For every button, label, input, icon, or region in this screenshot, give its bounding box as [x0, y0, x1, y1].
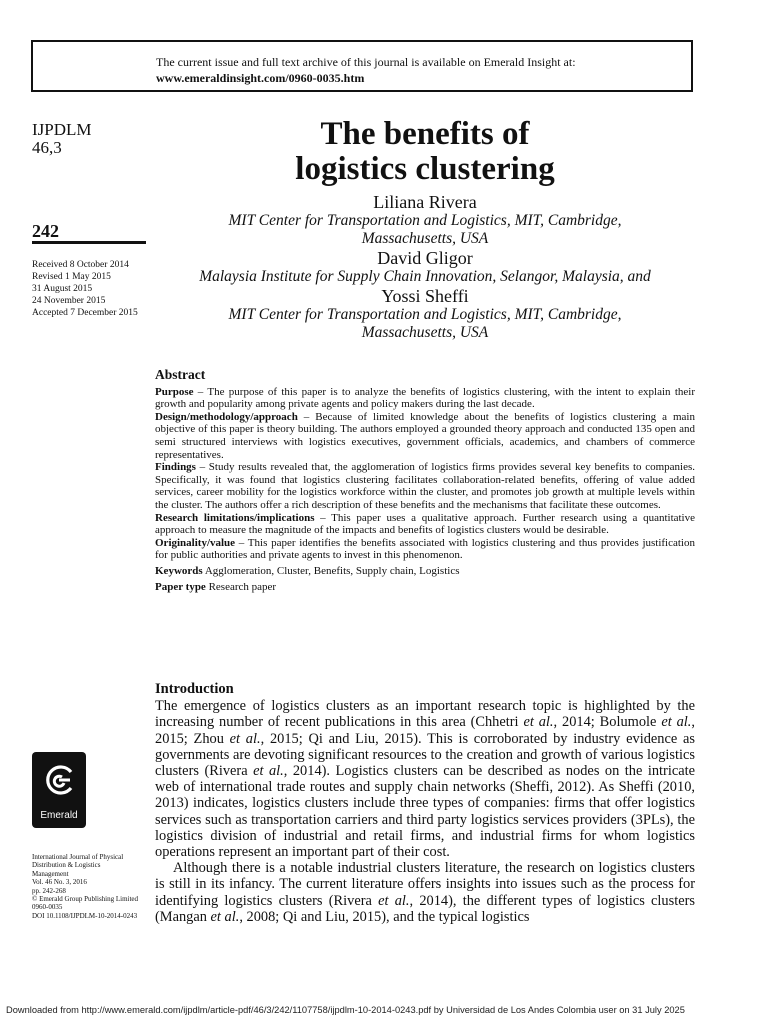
section-text: – The purpose of this paper is to analyze the benefits of logistics clustering, with the intent to explain their growth and popularity among private agents and policy makers during the last decade.	[155, 385, 695, 411]
submission-dates	[32, 259, 138, 319]
citation-etal: et al.	[523, 714, 554, 731]
text-run: , 2015; Qi and Liu, 2015). This is corroborated by industry evidence as governments are devoting significant resources to the creation and growth of various logistics clusters (Rivera	[155, 730, 695, 780]
author-affiliation: Massachusetts, USA	[361, 230, 489, 247]
section-label: Originality/value	[155, 536, 236, 549]
section-label: Design/methodology/approach	[155, 410, 298, 423]
author-affiliation: Malaysia Institute for Supply Chain Innovation, Selangor, Malaysia, and	[199, 268, 651, 285]
abstract	[155, 369, 695, 593]
section-text: – Because of limited knowledge about the benefits of logistics clustering a main objective of this paper is theory building. The authors employed a grounded theory approach and conducted 135 open and semi structured interviews with logistics executives, government officials, academics, and chambers of commerce representatives.	[155, 410, 695, 461]
section-label: Paper type	[155, 580, 206, 593]
text-run: , 2014), the different types of logistics clusters (Mangan	[155, 892, 696, 925]
pubinfo-line: Vol. 46 No. 3, 2016	[32, 878, 87, 887]
pubinfo-line: 0960-0035	[32, 903, 63, 912]
section-label: Findings	[155, 461, 196, 474]
abstract-limitations	[155, 512, 695, 537]
volume-issue: 46,3	[32, 138, 62, 157]
emerald-logo	[32, 752, 86, 828]
author-name: Liliana Rivera	[373, 192, 477, 212]
abstract-heading: Abstract	[155, 367, 206, 382]
abstract-paper-type	[155, 581, 695, 594]
text-run: Although there is a notable industrial clusters literature, the research on logistics clusters is still in its infancy. The current literature offers insights into issues such as the process for identifying logistics clusters (Rivera	[155, 860, 695, 909]
date-line: 31 August 2015	[32, 284, 93, 294]
abstract-purpose	[155, 386, 695, 411]
logo-label: Emerald	[40, 810, 78, 821]
pubinfo-line: DOI 10.1108/IJPDLM-10-2014-0243	[32, 911, 138, 920]
section-text: Research paper	[205, 580, 277, 593]
pubinfo-line: Management	[32, 869, 69, 878]
pubinfo-line: pp. 242-268	[32, 886, 66, 895]
section-text: – This paper identifies the benefits associated with logistics clustering and thus provides justification for public authorities and private agents to invest in this phenomenon.	[155, 536, 695, 562]
pubinfo-line: International Journal of Physical	[32, 853, 124, 861]
title-line: The benefits of	[320, 116, 530, 152]
date-line: Received 8 October 2014	[32, 260, 129, 270]
pubinfo-line: Distribution & Logistics	[32, 861, 101, 870]
section-text: Agglomeration, Cluster, Benefits, Supply chain, Logistics	[202, 564, 460, 577]
divider	[32, 241, 146, 244]
paragraph	[155, 698, 695, 860]
section-text: – This paper uses a qualitative approach. Further research using a quantitative approach to measure the magnitude of the impacts and benefits of logistics clusters would be desirable.	[155, 511, 695, 537]
citation-etal: et al.	[229, 730, 261, 747]
text-run: , 2008; Qi and Liu, 2015), and the typical logistics	[239, 908, 530, 925]
date-line: Accepted 7 December 2015	[32, 308, 138, 318]
section-label: Keywords	[155, 564, 203, 577]
journal-info	[32, 121, 92, 157]
paragraph	[155, 860, 695, 925]
date-line: 24 November 2015	[32, 296, 106, 306]
author-name: David Gligor	[377, 248, 473, 268]
page-number: 242	[32, 221, 59, 241]
introduction-section	[155, 681, 695, 925]
emerald-swirl-icon	[40, 758, 78, 802]
author-affiliation: Massachusetts, USA	[361, 324, 489, 341]
section-text: – Study results revealed that, the agglomeration of logistics firms provides several key benefits to companies. Specifically, it was found that logistics clustering facilitates collaboration-related benefits, offering of value added services, career mobility for the logistics workforce within the cluster, and promotes job growth at multiple levels within the cluster. The authors offer a rich description of these benefits and the mechanisms that facilitate these outcomes.	[155, 461, 695, 511]
text-run: The emergence of logistics clusters as an important research topic is highlighted by the increasing number of recent publications in this area (Chhetri	[155, 698, 695, 731]
date-line: Revised 1 May 2015	[32, 272, 111, 282]
author-affiliation: MIT Center for Transportation and Logistics, MIT, Cambridge,	[228, 306, 622, 323]
paper-title	[155, 117, 695, 187]
author-block	[155, 192, 695, 342]
author-affiliation: MIT Center for Transportation and Logistics, MIT, Cambridge,	[228, 212, 622, 229]
access-notice-text: The current issue and full text archive of this journal is available on Emerald Insight at:	[156, 55, 576, 69]
section-label: Research limitations/implications	[155, 511, 315, 524]
abstract-design	[155, 411, 695, 461]
journal-access-notice	[31, 40, 693, 92]
pubinfo-line: © Emerald Group Publishing Limited	[32, 895, 139, 904]
publication-info	[32, 853, 150, 920]
abstract-keywords	[155, 565, 695, 578]
citation-etal: et al.	[661, 714, 692, 731]
abstract-originality	[155, 537, 695, 562]
author-name: Yossi Sheffi	[381, 286, 469, 306]
section-heading: Introduction	[155, 681, 234, 697]
text-run: , 2014). Logistics clusters can be described as nodes on the intricate web of international trade routes and supply chain networks (Sheffi, 2012). As Sheffi (2010, 2013) indicates, logistics clusters include three types of companies: firms that offer logistics services such as transportation carriers and third party logistics services providers (3PLs), the logistics division of industrial and retail firms, and industrial firms for whom logistics operations represent an important part of their cost.	[155, 763, 695, 861]
title-line: logistics clustering	[295, 151, 555, 187]
abstract-findings	[155, 461, 695, 511]
citation-etal: et al.	[253, 763, 284, 780]
journal-url-link[interactable]: www.emeraldinsight.com/0960-0035.htm	[156, 71, 365, 85]
citation-etal: et al.	[378, 892, 410, 909]
download-footer: Downloaded from http://www.emerald.com/ijpdlm/article-pdf/46/3/242/1107758/ijpdlm-10-2014-0243.pdf by Universidad de Los Andes Colombia user on 31 July 2025	[6, 1005, 685, 1015]
section-label: Purpose	[155, 385, 194, 398]
journal-abbreviation: IJPDLM	[32, 120, 92, 139]
text-run: , 2014; Bolumole	[553, 714, 662, 731]
text-run: , 2015; Zhou	[155, 714, 695, 747]
citation-etal: et al.	[210, 908, 240, 925]
